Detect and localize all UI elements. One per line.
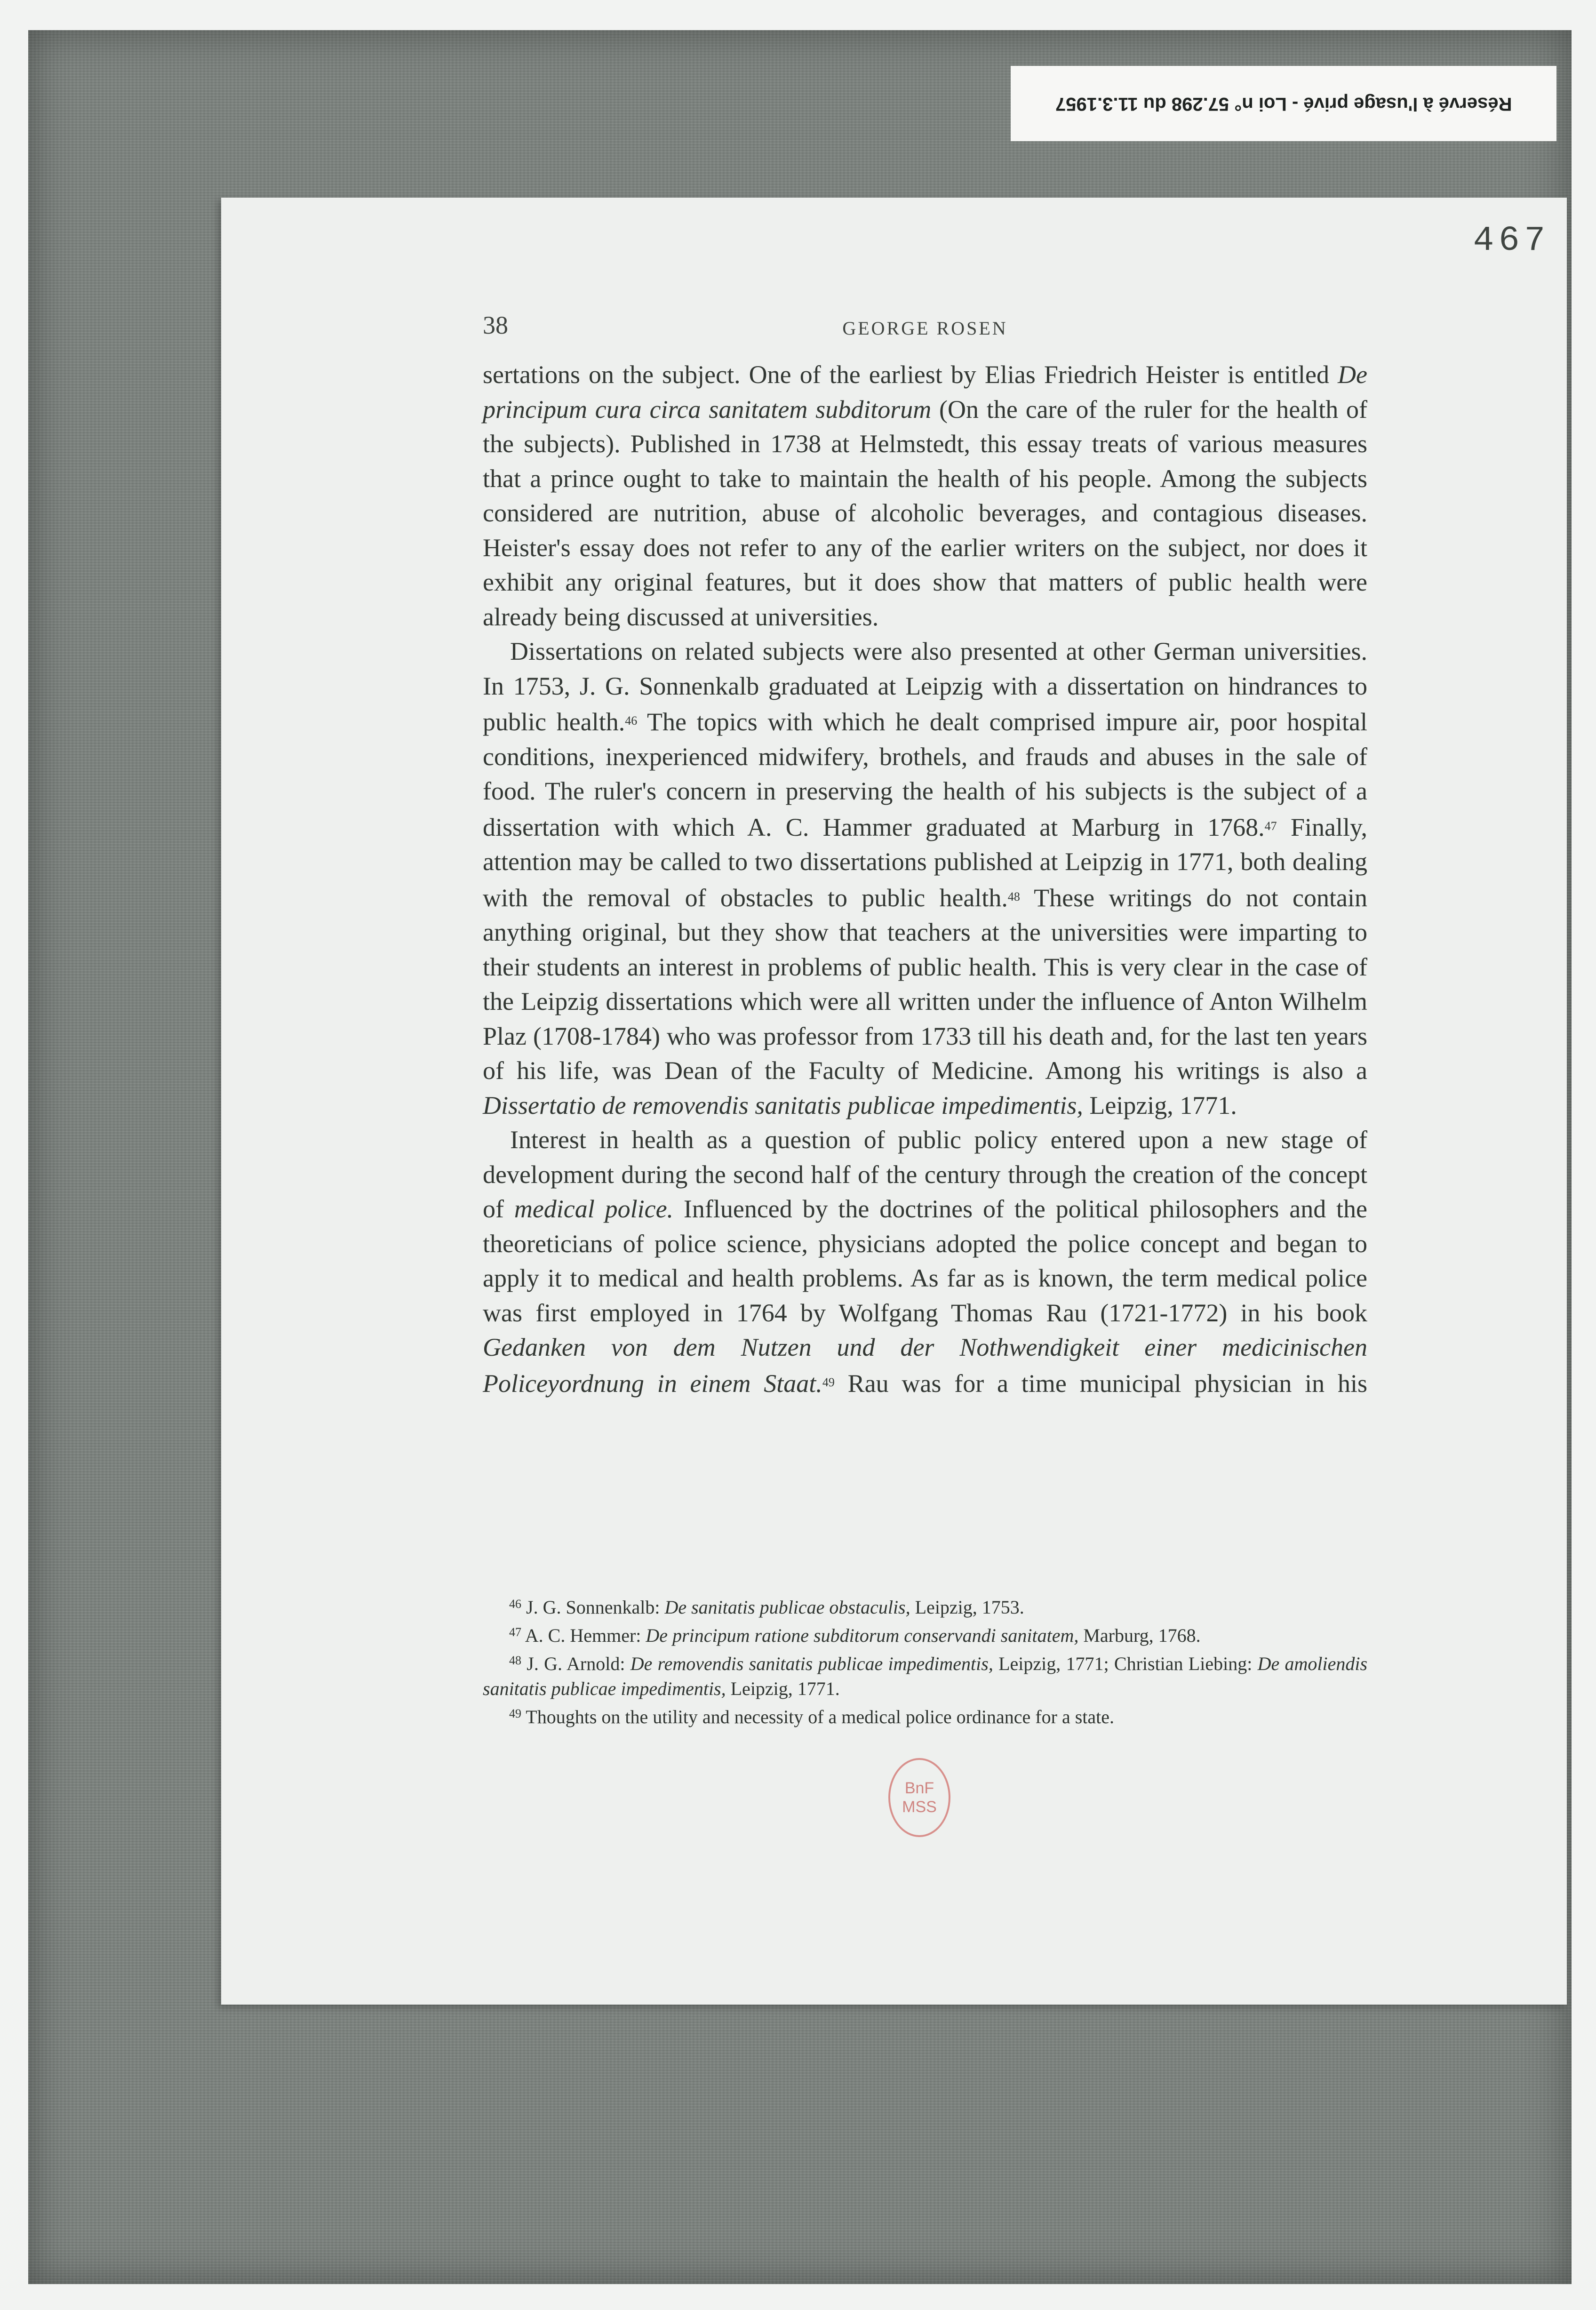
text-run: J. G. Sonnenkalb: [521,1597,665,1618]
italic-text: De principum ratione subditorum conservandi sanitatem, [646,1625,1079,1646]
text-run: These writings do not contain anything original, but they show that teachers at the universities were imparting to their students an interest in problems of public health. This is very clear in the case of the Leipzig dissertations which were all written under the influence of Anton Wilhelm Plaz (1708-1784) who was professor from 1733 till his death and, for the last ten years of his life, was Dean of the Faculty of Medicine. Among his writings is also a [483,883,1367,1085]
library-stamp [888,1758,950,1837]
text-run: Leipzig, 1771. [1083,1091,1237,1119]
footnote [483,1648,1367,1701]
usage-notice-text: Réservé à l'usage privé - Loi n° 57.298 du 11.3.1957 [1055,93,1512,114]
text-run: (On the care of the ruler for the health of the subjects). Published in 1738 at Helmstedt, this essay treats of various measures that a prince ought to take to maintain the health of his people. Among the subjects considered are nutrition, abuse of alcoholic beverages, and contagious diseases. Heister's essay does not refer to any of the earlier writers on the subject, nor does it exhibit any original features, but it does show that matters of public health were already being discussed at universities. [483,395,1367,631]
footnote [483,1591,1367,1620]
text-run: J. G. Arnold: [521,1653,630,1674]
footnote-ref: 46 [509,1597,521,1611]
footnotes [483,1591,1367,1729]
document-page [221,198,1567,2005]
footnote [483,1701,1367,1729]
folio-number: 467 [1473,221,1550,261]
text-run: Marburg, 1768. [1078,1625,1201,1646]
footnote [483,1620,1367,1648]
text-run: Leipzig, 1771. [726,1678,840,1699]
italic-text: Gedanken von dem Nutzen und der Nothwendigkeit einer medicinischen Policeyordnung in einem Staat. [483,1333,1367,1398]
body-paragraph [483,1123,1367,1401]
page-number: 38 [483,311,508,339]
text-run: Leipzig, 1753. [910,1597,1024,1618]
body-text [483,358,1367,1401]
italic-text: De sanitatis publicae obstaculis, [664,1597,910,1618]
text-run: A. C. Hemmer: [521,1625,646,1646]
footnote-ref: 48 [1007,889,1020,903]
italic-text: De amoliendis sanitatis publicae impedimentis, [483,1653,1368,1699]
stamp-line-2: MSS [902,1798,937,1816]
italic-text: De principum cura circa sanitatem subditorum [483,360,1367,424]
footnote-ref: 46 [625,714,638,727]
running-head [483,311,1367,353]
text-run: Interest in health as a question of public policy entered upon a new stage of development during the second half of the century through the creation of the concept of [483,1126,1367,1223]
stamp-line-1: BnF [904,1779,934,1797]
text-run: Finally, attention may be called to two dissertations published at Leipzig in 1771, both dealing with the removal of obstacles to public health. [483,813,1367,912]
body-paragraph [483,634,1367,1123]
text-run: Influenced by the doctrines of the political philosophers and the theoreticians of police science, physicians adopted the police concept and began to apply it to medical and health problems. As far as is known, the term medical police was first employed in 1764 by Wolfgang Thomas Rau (1721-1772) in his book [483,1195,1368,1327]
text-run: Leipzig, 1771; Christian Liebing: [993,1653,1258,1674]
footnote-ref: 48 [509,1654,521,1667]
italic-text: medical police. [514,1195,674,1223]
text-run: Thoughts on the utility and necessity of a medical police ordinance for a state. [521,1706,1114,1727]
footnote-ref: 47 [509,1625,521,1639]
text-run: Dissertations on related subjects were also presented at other German universities. In 1753, J. G. Sonnenkalb graduated at Leipzig with a dissertation on hindrances to public health. [483,637,1367,736]
text-run: The topics with which he dealt comprised impure air, poor hospital conditions, inexperienced midwifery, brothels, and frauds and abuses in the sale of food. The ruler's concern in preserving the health of his subjects is the subject of a dissertation with which A. C. Hammer graduated at Marburg in 1768. [483,708,1367,841]
italic-text: De removendis sanitatis publicae impedimentis, [630,1653,993,1674]
footnote-ref: 47 [1264,819,1277,833]
usage-notice-label [1011,66,1556,141]
text-run: Rau was for a time municipal physician in his [834,1369,1367,1398]
text-run: sertations on the subject. One of the earliest by Elias Friedrich Heister is entitled [483,360,1338,389]
running-head-author: GEORGE ROSEN [842,318,1008,339]
footnote-ref: 49 [509,1707,521,1720]
body-paragraph [483,358,1367,634]
italic-text: Dissertatio de removendis sanitatis publicae impedimentis, [483,1091,1083,1119]
footnote-ref: 49 [822,1375,835,1389]
